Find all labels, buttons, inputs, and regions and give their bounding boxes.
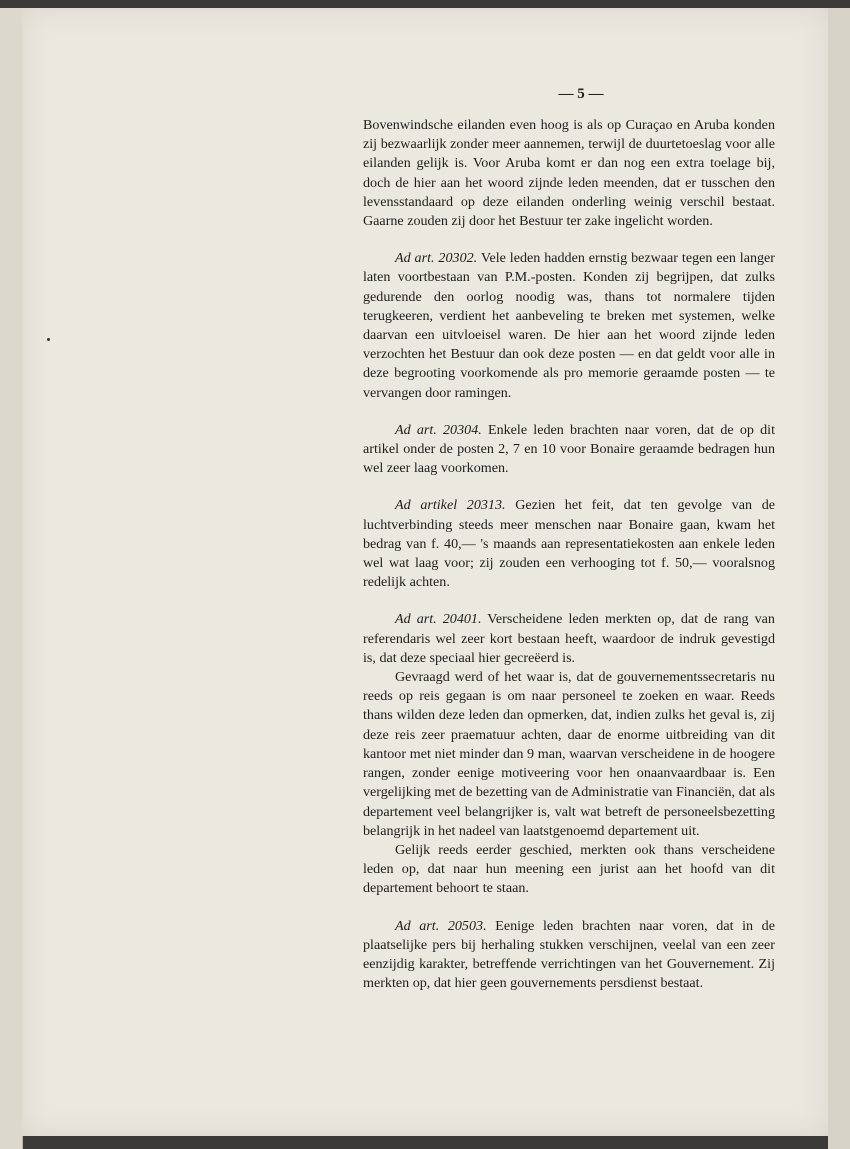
body-text	[363, 116, 775, 993]
margin-mark	[47, 338, 50, 341]
paragraph-text: Verscheidene leden merkten op, dat de rang van referendaris wel zeer kort bestaan heeft, waardoor de indruk gevestigd is, dat deze speciaal hier gecreëerd is.	[363, 611, 775, 666]
underlying-page	[0, 8, 23, 1149]
paragraph	[363, 496, 775, 592]
article-heading: Ad art. 20302.	[395, 250, 478, 267]
article-heading: Ad art. 20503.	[395, 917, 487, 934]
article-heading: Ad artikel 20313.	[395, 497, 506, 514]
paragraph	[363, 841, 775, 899]
page-number: — 5 —	[558, 86, 604, 102]
paragraph-text: Eenige leden brachten naar voren, dat in de plaatselijke pers bij herhaling stukken verschijnen, veelal van een zeer eenzijdig karakter, betreffende verrichtingen van het Gouvernement. Zij merkten op, dat hier geen gouvernements persdienst bestaat.	[363, 917, 775, 992]
paragraph	[363, 668, 775, 841]
paragraph-text: Bovenwindsche eilanden even hoog is als op Curaçao en Aruba konden zij bezwaarlijk zonder meer aannemen, terwijl de duurtetoeslag voor alle eilanden gelijk is. Voor Aruba komt er dan nog een extra toelage bij, doch de hier aan het woord zijnde leden meenden, dat er tusschen den levensstandaard op deze eilanden onderling weinig verschil bestaat. Gaarne zouden zij door het Bestuur ter zake ingelicht worden.	[363, 117, 775, 230]
article-heading: Ad art. 20304.	[395, 421, 482, 438]
paragraph	[363, 249, 775, 403]
page-edge	[828, 8, 850, 1149]
paragraph-text: Vele leden hadden ernstig bezwaar tegen een langer laten voortbestaan van P.M.-posten. Konden zij begrijpen, dat zulks gedurende den oorlog noodig was, thans tot normalere tijden terugkeeren, verdient het aanbeveling te breken met systemen, welke daarvan een uitvloeisel waren. De hier aan het woord zijnde leden verzochten het Bestuur dan ook deze posten — en dat geldt voor alle in deze begrooting voorkomende als pro memorie geraamde posten — te vervangen door ramingen.	[363, 250, 775, 401]
paragraph-text: Enkele leden brachten naar voren, dat de op dit artikel onder de posten 2, 7 en 10 voor Bonaire geraamde bedragen hun wel zeer laag voorkomen.	[363, 421, 775, 477]
paragraph	[363, 421, 775, 479]
paragraph-text: Gezien het feit, dat ten gevolge van de luchtverbinding steeds meer menschen naar Bonaire gaan, kwam het bedrag van f. 40,— 's maands aan representatiekosten aan enkele leden wel wat laag voor; zij zouden een verhooging tot f. 50,— vooralsnog redelijk achten.	[363, 497, 775, 591]
paragraph-text: Gelijk reeds eerder geschied, merkten ook thans verscheidene leden op, dat naar hun meening een jurist aan het hoofd van dit departement behoort te staan.	[363, 841, 775, 897]
paragraph	[363, 917, 775, 994]
paragraph	[363, 610, 775, 668]
article-heading: Ad art. 20401.	[395, 611, 482, 628]
paragraph	[363, 116, 775, 231]
paragraph-text: Gevraagd werd of het waar is, dat de gouvernementssecretaris nu reeds op reis gegaan is om naar personeel te zoeken en waar. Reeds thans wilden deze leden dan opmerken, dat, indien zulks het geval is, zij deze reis zeer praematuur achten, daar de enorme uitbreiding van dit kantoor met niet minder dan 9 man, waarvan verscheidene in de hoogere rangen, zonder eenige motiveering voor hen onaanvaardbaar is. Een vergelijking met de bezetting van de Administratie van Financiën, dat als departement veel belangrijker is, valt wat betreft de personeelsbezetting belangrijk in het nadeel van laatstgenoemd departement uit.	[363, 669, 775, 839]
